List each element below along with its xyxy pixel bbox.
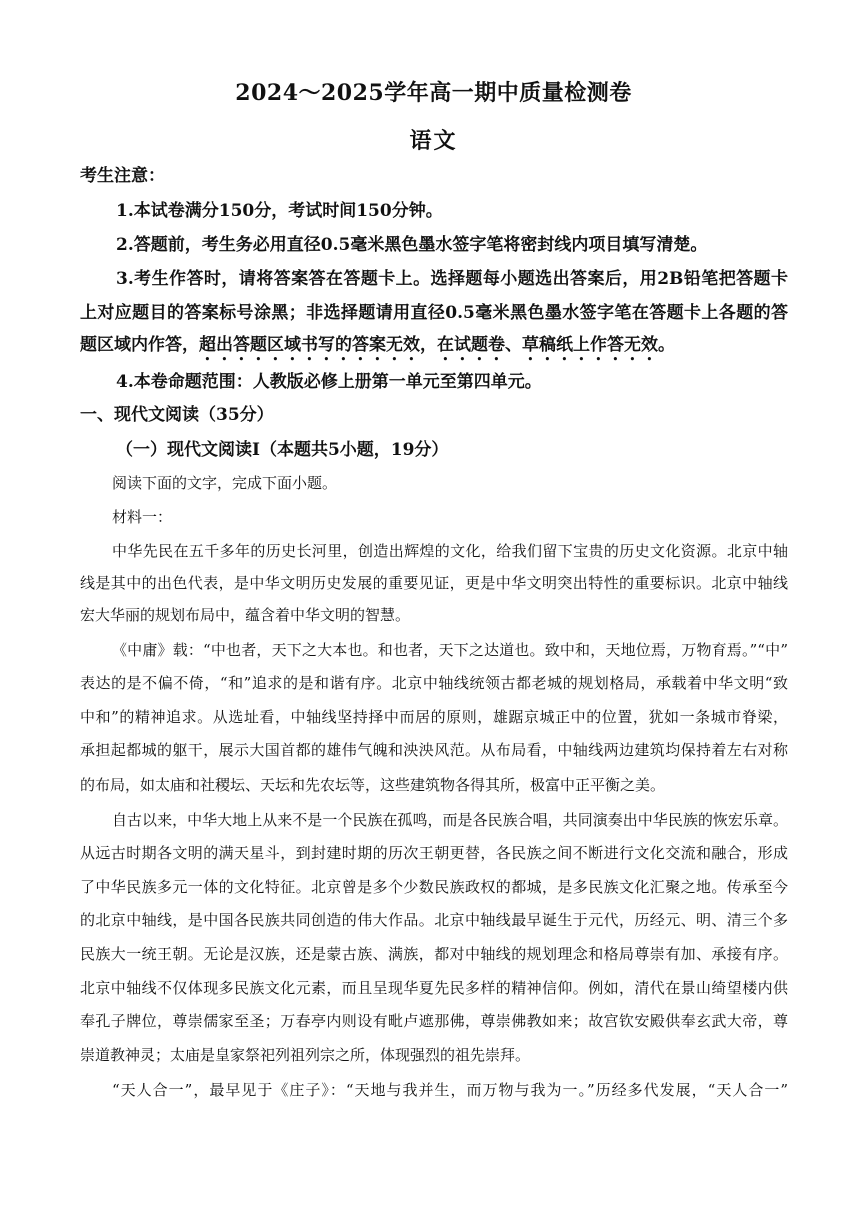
passage-line: 奉孔子牌位，尊崇儒家至圣；万春亭内则设有毗卢遮那佛，尊崇佛教如来；故宫钦安殿供奉玄武大帝，尊 (80, 1012, 788, 1030)
notice-item-3-line-1: 3.考生作答时，请将答案答在答题卡上。选择题每小题选出答案后，用2B铅笔把答题卡 (116, 269, 788, 289)
passage-line: 表达的是不偏不倚，“和”追求的是和谐有序。北京中轴线统领古都老城的规划格局，承载着中华文明“致 (80, 674, 788, 692)
passage-line: 北京中轴线不仅体现多民族文化元素，而且呈现华夏先民多样的精神信仰。例如，清代在景山绮望楼内供 (80, 979, 788, 997)
passage-line: 从远古时期各文明的满天星斗，到封建时期的历次王朝更替，各民族之间不断进行文化交流和融合，形成 (80, 844, 788, 862)
passage-line: 自古以来，中华大地上从来不是一个民族在孤鸣，而是各民族合唱，共同演奏出中华民族的恢宏乐章。 (112, 811, 788, 829)
instruction: 阅读下面的文字，完成下面小题。 (112, 474, 338, 492)
notice-item-4: 4.本卷命题范围：人教版必修上册第一单元至第四单元。 (116, 372, 542, 392)
emphasis-invalid-draft: 在试题卷、草稿纸上作答无效 (437, 335, 658, 355)
passage-line: 了中华民族多元一体的文化特征。北京曾是多个少数民族政权的都城，是多民族文化汇聚之地。传承至今 (80, 878, 788, 896)
notice-item-3-segment: 题区域内作答， (80, 335, 199, 355)
passage-line: 的北京中轴线，是中国各民族共同创造的伟大作品。北京中轴线最早诞生于元代，历经元、明、清三个多 (80, 911, 788, 929)
passage-line: 崇道教神灵；太庙是皇家祭祀列祖列宗之所，体现强烈的祖先崇拜。 (80, 1046, 531, 1064)
passage-line: 中华先民在五千多年的历史长河里，创造出辉煌的文化，给我们留下宝贵的历史文化资源。北京中轴 (112, 542, 788, 560)
passage-line: 宏大华丽的规划布局中，蕴含着中华文明的智慧。 (80, 606, 411, 624)
passage-line: 的布局，如太庙和社稷坛、天坛和先农坛等，这些建筑物各得其所，极富中正平衡之美。 (80, 776, 666, 794)
passage-line: 中和”的精神追求。从选址看，中轴线坚持择中而居的原则，雄踞京城正中的位置，犹如一条城市脊梁， (80, 708, 788, 726)
notice-item-1: 1.本试卷满分150分，考试时间150分钟。 (116, 201, 443, 221)
section-sub-heading: （一）现代文阅读Ⅰ（本题共5小题，19分） (116, 440, 449, 460)
notice-item-2: 2.答题前，考生务必用直径0.5毫米黑色墨水签字笔将密封线内项目填写清楚。 (116, 235, 708, 255)
notice-item-3-line-3 (80, 335, 675, 365)
notice-item-3-segment: ， (420, 335, 437, 355)
section-heading: 一、现代文阅读（35分） (80, 405, 274, 425)
notice-item-3-segment: 。 (658, 335, 675, 355)
passage-line: 线是其中的出色代表，是中华文明历史发展的重要见证，更是中华文明突出特性的重要标识。北京中轴线 (80, 574, 788, 592)
notice-item-3-line-2: 上对应题目的答案标号涂黑；非选择题请用直径0.5毫米黑色墨水签字笔在答题卡上各题的答 (80, 303, 788, 323)
material-label: 材料一： (112, 508, 173, 526)
passage-line: 承担起都城的躯干，展示大国首都的雄伟气魄和泱泱风范。从布局看，中轴线两边建筑均保持着左右对称 (80, 741, 788, 759)
passage-line: 民族大一统王朝。无论是汉族，还是蒙古族、满族，都对中轴线的规划理念和格局尊崇有加、承接有序。 (80, 945, 788, 963)
emphasis-invalid-area: 超出答题区域书写的答案无效 (199, 335, 420, 355)
exam-title: 2024～2025学年高一期中质量检测卷 (235, 80, 632, 106)
subject-title: 语文 (409, 128, 458, 154)
passage-line: “天人合一”，最早见于《庄子》：“天地与我并生，而万物与我为一。”历经多代发展，“天人合一” (112, 1081, 788, 1099)
notice-heading: 考生注意： (80, 166, 165, 186)
passage-line: 《中庸》载：“中也者，天下之大本也。和也者，天下之达道也。致中和，天地位焉，万物育焉。”“中” (112, 641, 788, 659)
